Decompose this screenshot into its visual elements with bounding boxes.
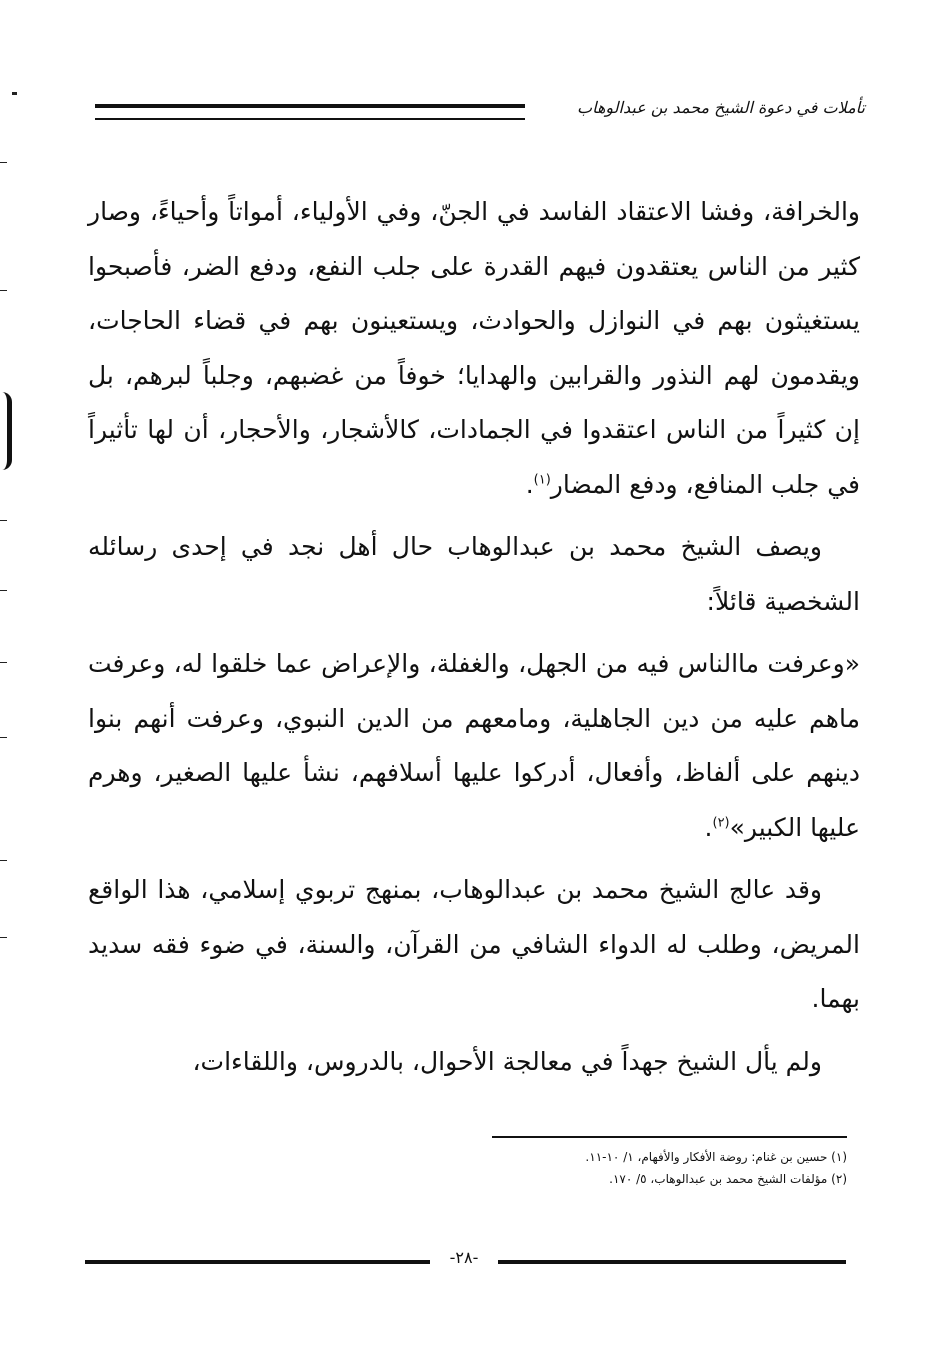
- footnote-1: (١) حسين بن غنام: روضة الأفكار والأفهام، ١/ ١٠-١١.: [585, 1150, 847, 1164]
- paragraph-5: [88, 1035, 860, 1090]
- paragraph-3-quote: [88, 637, 860, 855]
- paragraph-text: ويصف الشيخ محمد بن عبدالوهاب حال أهل نجد في إحدى رسائله الشخصية قائلاً:: [88, 532, 860, 616]
- paragraph-4: [88, 863, 860, 1027]
- running-title: تأملات في دعوة الشيخ محمد بن عبدالوهاب: [577, 98, 865, 117]
- footnote-ref-2: (٢): [712, 815, 730, 831]
- footnotes: [347, 1146, 847, 1190]
- paragraph-1: [88, 185, 860, 512]
- paragraph-2: [88, 520, 860, 629]
- footnote-ref-1: (١): [533, 472, 551, 488]
- scan-mark: [0, 290, 7, 291]
- paragraph-text: «وعرفت ماالناس فيه من الجهل، والغفلة، والإعراض عما خلقوا له، وعرفت ماهم عليه من دين الجاهلية، ومامعهم من الدين النبوي، وعرفت أنهم بنوا دينهم على ألفاظ، وأفعال، أدركوا عليها أسلافهم، نشأ عليها الصغير، وهرم عليها الكبير»: [88, 649, 860, 842]
- page-number-rule-left: [85, 1260, 430, 1264]
- paragraph-text: ولم يأل الشيخ جهداً في معالجة الأحوال، بالدروس، واللقاءات،: [192, 1046, 822, 1076]
- paragraph-end: .: [704, 812, 713, 842]
- main-text: [88, 185, 860, 1097]
- scan-bracket-mark: [0, 392, 12, 470]
- footnote-separator: [492, 1136, 847, 1138]
- paragraph-text: وقد عالج الشيخ محمد بن عبدالوهاب، بمنهج تربوي إسلامي، هذا الواقع المريض، وطلب له الدواء الشافي من القرآن، والسنة، في ضوء فقه سديد بهما.: [88, 875, 860, 1013]
- scan-mark: [0, 662, 7, 663]
- scan-mark: [0, 937, 7, 938]
- scan-mark: [0, 860, 7, 861]
- scan-mark: [0, 737, 7, 738]
- paragraph-end: .: [525, 469, 534, 499]
- footnote-2: (٢) مؤلفات الشيخ محمد بن عبدالوهاب، ٥/ ١٧٠.: [609, 1172, 847, 1186]
- scan-mark: [0, 590, 7, 591]
- header-double-rule: [95, 104, 525, 120]
- scan-mark: [0, 162, 7, 163]
- running-header: [95, 98, 865, 128]
- page-number-rule-right: [498, 1260, 846, 1264]
- scan-mark: [12, 92, 17, 95]
- page-number: -٢٨-: [449, 1248, 479, 1267]
- scan-mark: [0, 520, 7, 521]
- paragraph-text: والخرافة، وفشا الاعتقاد الفاسد في الجنّ، وفي الأولياء، أمواتاً وأحياءً، وصار كثير من الناس يعتقدون فيهم القدرة على جلب النفع، ودفع الضر، فأصبحوا يستغيثون بهم في النوازل والحوادث، ويستعينون بهم في قضاء الحاجات، ويقدمون لهم النذور والقرابين والهدايا؛ خوفاً من غضبهم، وجلباً لبرهم، بل إن كثيراً من الناس اعتقدوا في الجمادات، كالأشجار، والأحجار، أن لها تأثيراً في جلب المنافع، ودفع المضار: [88, 197, 860, 499]
